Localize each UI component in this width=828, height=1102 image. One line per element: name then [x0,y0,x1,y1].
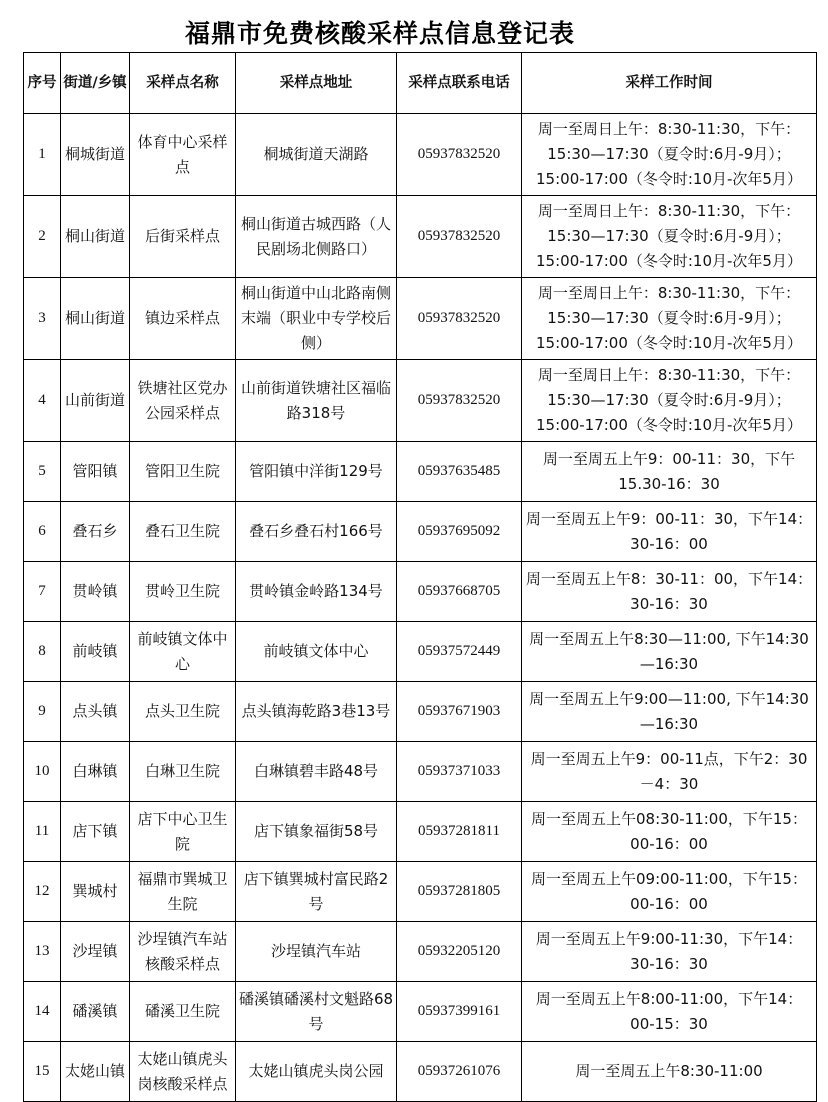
row-phone: 05937399161 [397,982,522,1042]
row-phone: 05937635485 [397,442,522,502]
row-address: 店下镇象福街58号 [236,802,397,862]
row-site-name: 铁塘社区党办公园采样点 [130,360,236,442]
row-site-name: 前岐镇文体中心 [130,622,236,682]
table-row [24,802,817,862]
row-phone: 05937832520 [397,196,522,278]
row-hours: 周一至周五上午9：00-11点，下午2：30－4：30 [522,742,817,802]
row-street: 前岐镇 [61,622,130,682]
row-hours: 周一至周日上午：8:30-11:30，下午：15:30—17:30（夏令时:6月-9月）；15:00-17:00（冬令时:10月-次年5月） [522,278,817,360]
row-index: 9 [24,682,61,742]
row-street: 叠石乡 [61,502,130,562]
row-hours: 周一至周五上午8：30-11：00，下午14：30-16：30 [522,562,817,622]
row-street: 山前街道 [61,360,130,442]
table-row [24,360,817,442]
row-site-name: 店下中心卫生院 [130,802,236,862]
row-hours: 周一至周五上午09:00-11:00，下午15：00-16：00 [522,862,817,922]
row-hours: 周一至周日上午：8:30-11:30，下午：15:30—17:30（夏令时:6月-9月）；15:00-17:00（冬令时:10月-次年5月） [522,114,817,196]
row-address: 贯岭镇金岭路134号 [236,562,397,622]
row-address: 白琳镇碧丰路48号 [236,742,397,802]
row-index: 6 [24,502,61,562]
row-phone: 05937695092 [397,502,522,562]
row-phone: 05937371033 [397,742,522,802]
row-street: 店下镇 [61,802,130,862]
header-address: 采样点地址 [236,53,397,114]
row-street: 桐山街道 [61,196,130,278]
row-phone: 05937572449 [397,622,522,682]
row-address: 前岐镇文体中心 [236,622,397,682]
row-site-name: 磻溪卫生院 [130,982,236,1042]
row-hours: 周一至周五上午08:30-11:00，下午15：00-16：00 [522,802,817,862]
row-site-name: 后街采样点 [130,196,236,278]
row-address: 桐山街道古城西路（人民剧场北侧路口） [236,196,397,278]
row-street: 巽城村 [61,862,130,922]
table-row [24,742,817,802]
row-phone: 05937261076 [397,1042,522,1102]
row-site-name: 管阳卫生院 [130,442,236,502]
row-hours: 周一至周日上午：8:30-11:30，下午：15:30—17:30（夏令时:6月-9月）；15:00-17:00（冬令时:10月-次年5月） [522,360,817,442]
row-street: 沙埕镇 [61,922,130,982]
row-site-name: 太姥山镇虎头岗核酸采样点 [130,1042,236,1102]
row-phone: 05937281811 [397,802,522,862]
row-hours: 周一至周五上午8:00-11:00，下午14：00-15：30 [522,982,817,1042]
row-street: 桐城街道 [61,114,130,196]
table-row [24,922,817,982]
table-row [24,114,817,196]
row-index: 7 [24,562,61,622]
table-row [24,682,817,742]
row-site-name: 福鼎市巽城卫生院 [130,862,236,922]
row-index: 11 [24,802,61,862]
row-address: 太姥山镇虎头岗公园 [236,1042,397,1102]
header-index: 序号 [24,53,61,114]
row-index: 3 [24,278,61,360]
row-phone: 05937832520 [397,360,522,442]
row-index: 5 [24,442,61,502]
table-row [24,442,817,502]
row-street: 磻溪镇 [61,982,130,1042]
row-street: 管阳镇 [61,442,130,502]
header-hours: 采样工作时间 [522,53,817,114]
row-index: 1 [24,114,61,196]
row-site-name: 体育中心采样点 [130,114,236,196]
page-title: 福鼎市免费核酸采样点信息登记表 [184,19,575,48]
row-index: 15 [24,1042,61,1102]
row-hours: 周一至周五上午8:30-11:00 [522,1042,817,1102]
row-hours: 周一至周五上午9：00-11：30，下午15.30-16：30 [522,442,817,502]
row-address: 沙埕镇汽车站 [236,922,397,982]
row-hours: 周一至周五上午9：00-11：30，下午14：30-16：00 [522,502,817,562]
sampling-sites-table [23,52,817,1102]
row-site-name: 叠石卫生院 [130,502,236,562]
table-row [24,982,817,1042]
row-hours: 周一至周五上午9:00—11:00, 下午14:30—16:30 [522,682,817,742]
row-phone: 05937668705 [397,562,522,622]
table-row [24,502,817,562]
row-phone: 05932205120 [397,922,522,982]
row-index: 10 [24,742,61,802]
row-street: 点头镇 [61,682,130,742]
row-address: 叠石乡叠石村166号 [236,502,397,562]
table-header-row [24,53,817,114]
header-street: 街道/乡镇 [61,53,130,114]
row-index: 13 [24,922,61,982]
row-address: 管阳镇中洋街129号 [236,442,397,502]
row-address: 点头镇海乾路3巷13号 [236,682,397,742]
row-hours: 周一至周日上午：8:30-11:30，下午：15:30—17:30（夏令时:6月-9月）；15:00-17:00（冬令时:10月-次年5月） [522,196,817,278]
row-site-name: 白琳卫生院 [130,742,236,802]
table-row [24,1042,817,1102]
row-phone: 05937832520 [397,278,522,360]
header-site-name: 采样点名称 [130,53,236,114]
row-site-name: 点头卫生院 [130,682,236,742]
row-street: 贯岭镇 [61,562,130,622]
row-street: 白琳镇 [61,742,130,802]
row-hours: 周一至周五上午9:00-11:30，下午14：30-16：30 [522,922,817,982]
row-site-name: 镇边采样点 [130,278,236,360]
row-phone: 05937281805 [397,862,522,922]
row-address: 店下镇巽城村富民路2号 [236,862,397,922]
table-row [24,278,817,360]
row-index: 12 [24,862,61,922]
row-site-name: 贯岭卫生院 [130,562,236,622]
row-site-name: 沙埕镇汽车站核酸采样点 [130,922,236,982]
row-street: 太姥山镇 [61,1042,130,1102]
row-address: 山前街道铁塘社区福临路318号 [236,360,397,442]
header-phone: 采样点联系电话 [397,53,522,114]
row-phone: 05937832520 [397,114,522,196]
row-address: 磻溪镇磻溪村文魁路68号 [236,982,397,1042]
row-address: 桐城街道天湖路 [236,114,397,196]
row-index: 8 [24,622,61,682]
row-street: 桐山街道 [61,278,130,360]
row-hours: 周一至周五上午8:30—11:00, 下午14:30—16:30 [522,622,817,682]
row-phone: 05937671903 [397,682,522,742]
table-row [24,622,817,682]
table-row [24,862,817,922]
row-index: 2 [24,196,61,278]
row-index: 4 [24,360,61,442]
row-index: 14 [24,982,61,1042]
row-address: 桐山街道中山北路南侧末端（职业中专学校后侧） [236,278,397,360]
table-row [24,196,817,278]
table-row [24,562,817,622]
